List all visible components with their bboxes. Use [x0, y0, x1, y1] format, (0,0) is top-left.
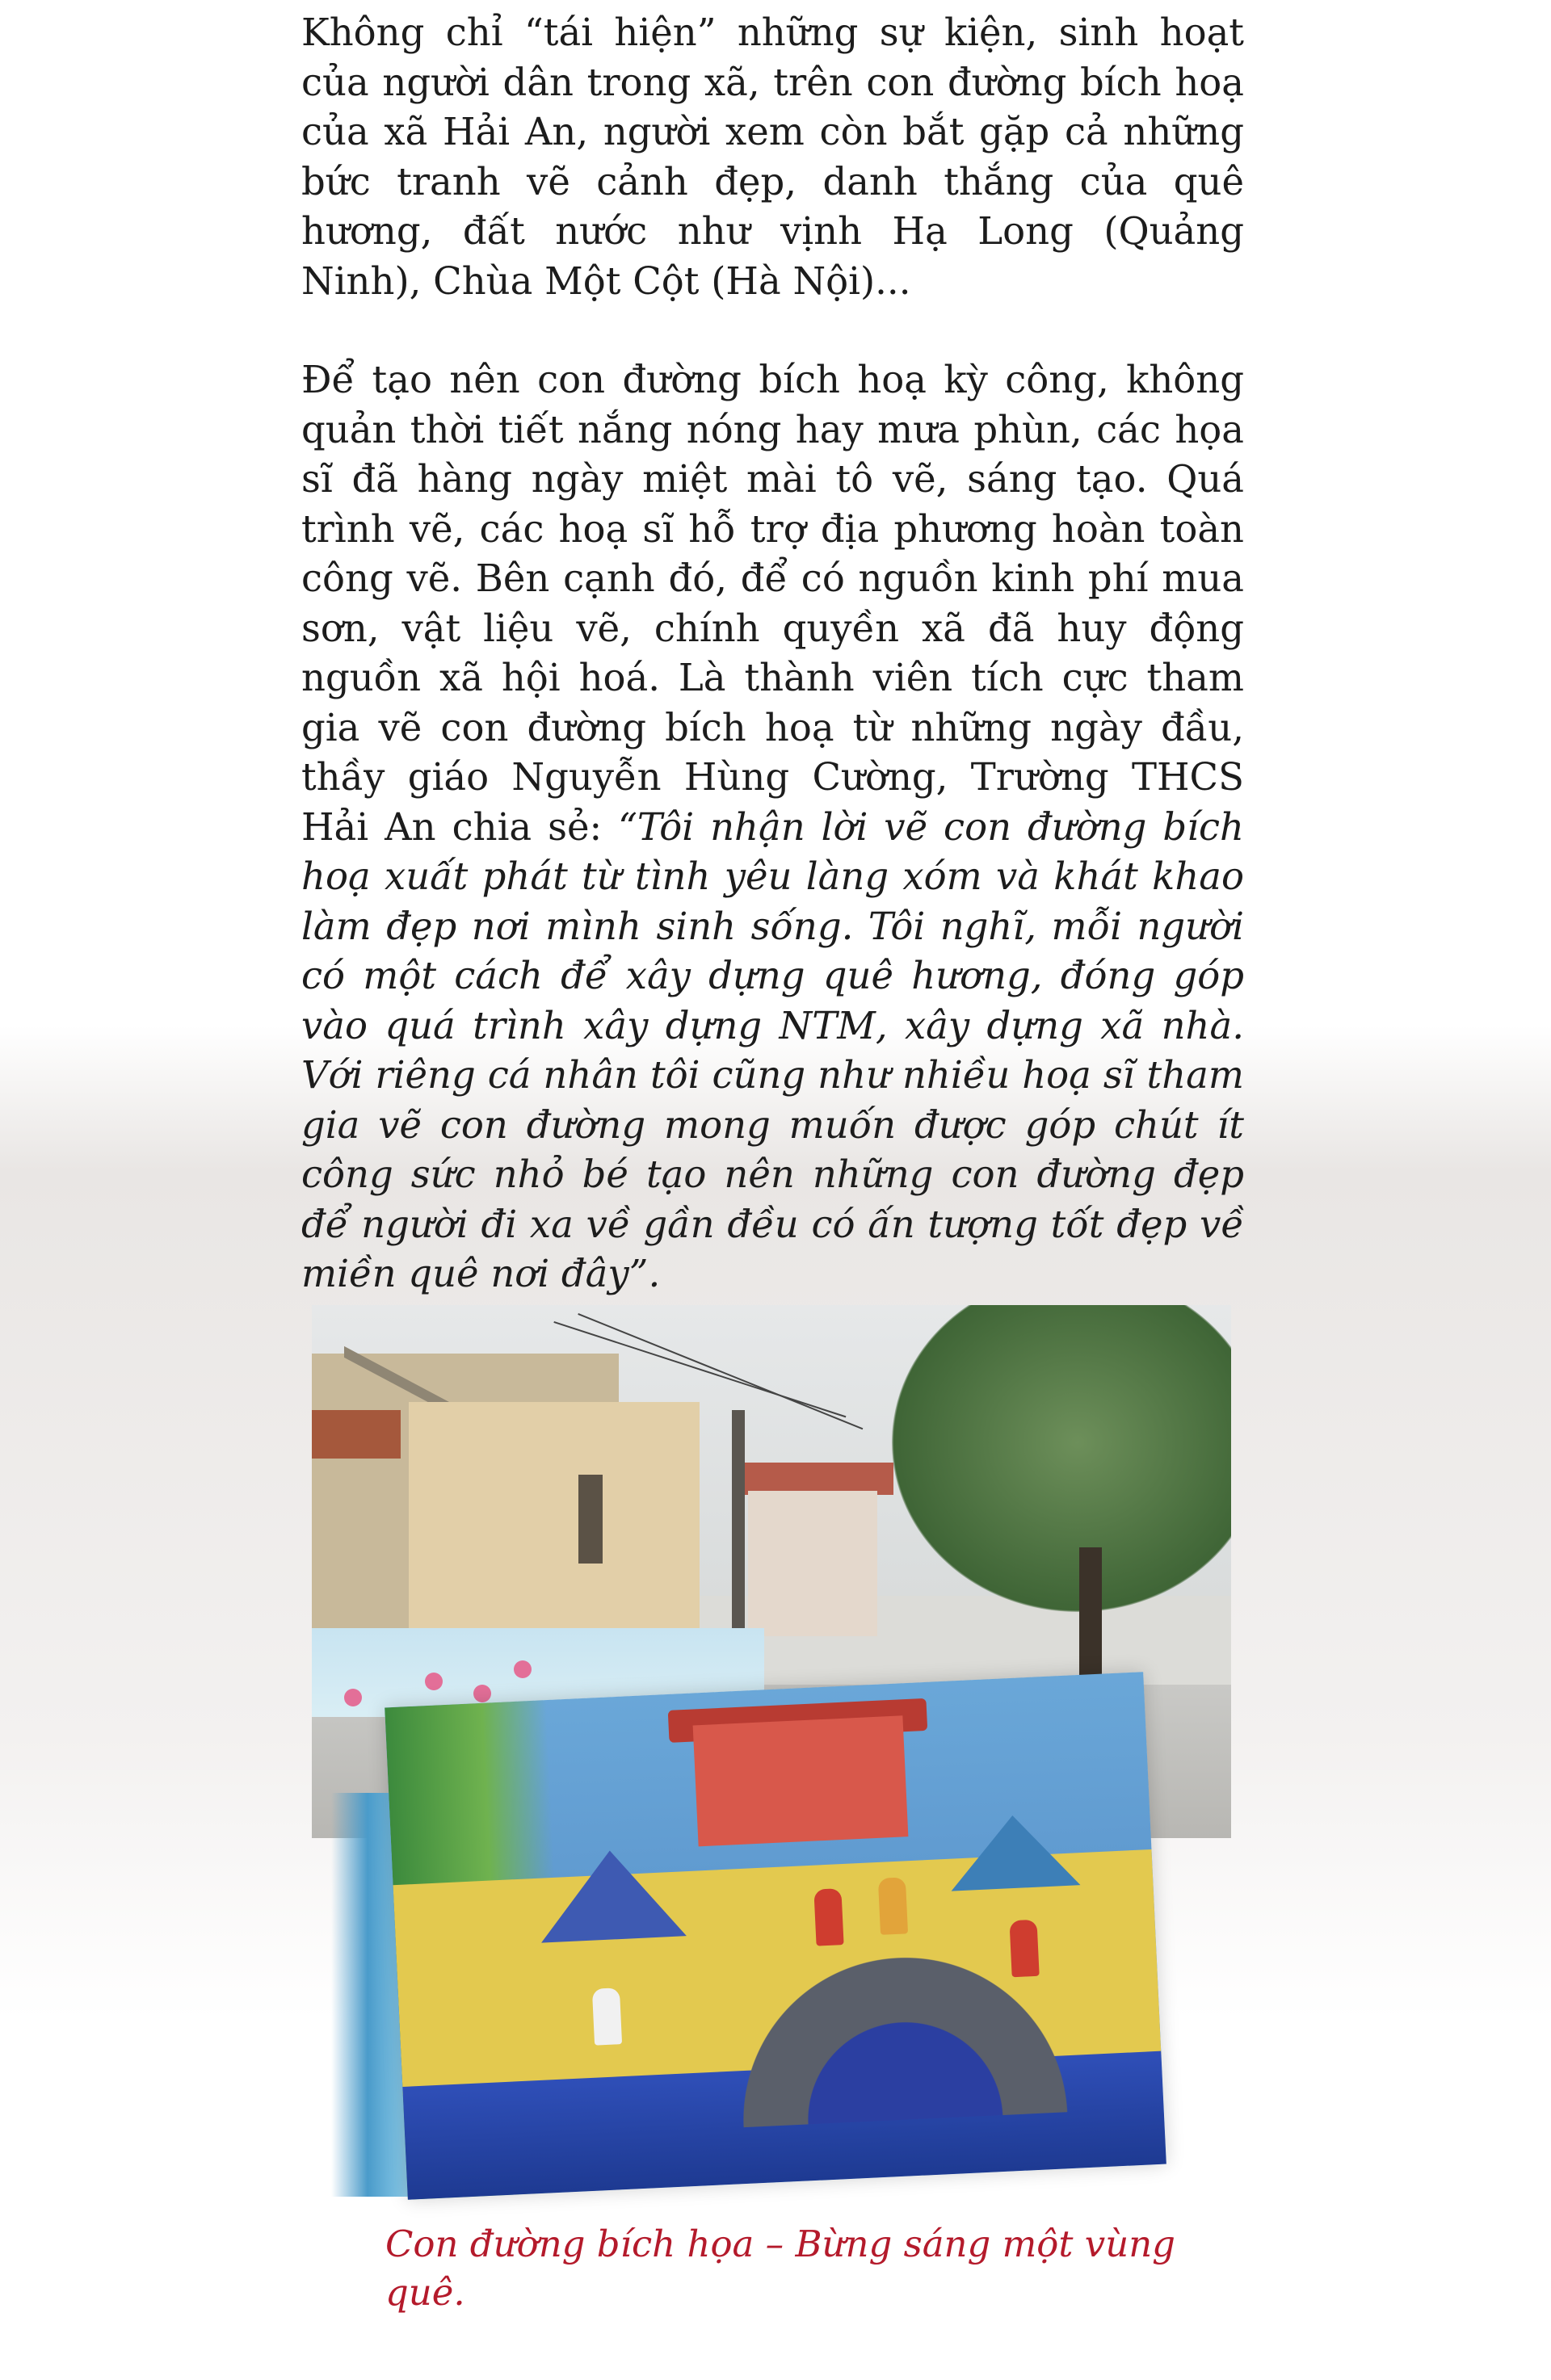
photo-caption: Con đường bích họa – Bừng sáng một vùng quê.: [385, 2223, 1175, 2314]
photo-house-middle: [409, 1402, 700, 1652]
photo-flower: [473, 1685, 491, 1702]
mural-figure: [813, 1888, 843, 1946]
photo-roof-back: [740, 1463, 893, 1495]
teacher-quote: “Tôi nhận lời vẽ con đường bích hoạ xuất phát từ tình yêu làng xóm và khát khao làm đẹp nơi mình sinh sống. Tôi nghĩ, mỗi người có một cách để xây dựng quê hương, đóng góp vào quá trình xây dựng NTM, xây dựng xã nhà. Với riêng cá nhân tôi cũng như nhiều hoạ sĩ tham gia vẽ con đường mong muốn được góp chút ít công sức nhỏ bé tạo nên những con đường đẹp để người đi xa về gần đều có ấn tượng tốt đẹp về miền quê nơi đây”.: [301, 804, 1244, 1295]
photo-flower: [514, 1660, 532, 1678]
mural-figure: [878, 1877, 908, 1935]
mural-photo: [385, 1672, 1166, 2200]
photo-roof-left: [312, 1410, 401, 1459]
mural-figure: [592, 1988, 622, 2046]
photo-house-back: [748, 1491, 877, 1636]
photo-flower: [344, 1689, 362, 1706]
paragraph-2: [301, 355, 1244, 1299]
article-body: [301, 0, 1244, 1299]
photo-window: [578, 1475, 603, 1564]
paragraph-1: Không chỉ “tái hiện” những sự kiện, sinh hoạt của người dân trong xã, trên con đường bích hoạ của xã Hải An, người xem còn bắt gặp cả những bức tranh vẽ cảnh đẹp, danh thắng của quê hương, đất nước như vịnh Hạ Long (Quảng Ninh), Chùa Một Cột (Hà Nội)...: [301, 10, 1244, 303]
mural-temple: [693, 1715, 909, 1846]
mural-tent: [537, 1847, 687, 1942]
photo-flower: [425, 1673, 443, 1690]
paragraph-2-text: Để tạo nên con đường bích hoạ kỳ công, không quản thời tiết nắng nóng hay mưa phùn, các họa sĩ đã hàng ngày miệt mài tô vẽ, sáng tạo. Quá trình vẽ, các hoạ sĩ hỗ trợ địa phương hoàn toàn công vẽ. Bên cạnh đó, để có nguồn kinh phí mua sơn, vật liệu vẽ, chính quyền xã đã huy động nguồn xã hội hoá. Là thành viên tích cực tham gia vẽ con đường bích hoạ từ những ngày đầu, thầy giáo Nguyễn Hùng Cường, Trường THCS Hải An chia sẻ:: [301, 358, 1244, 849]
mural-tent: [948, 1812, 1080, 1891]
